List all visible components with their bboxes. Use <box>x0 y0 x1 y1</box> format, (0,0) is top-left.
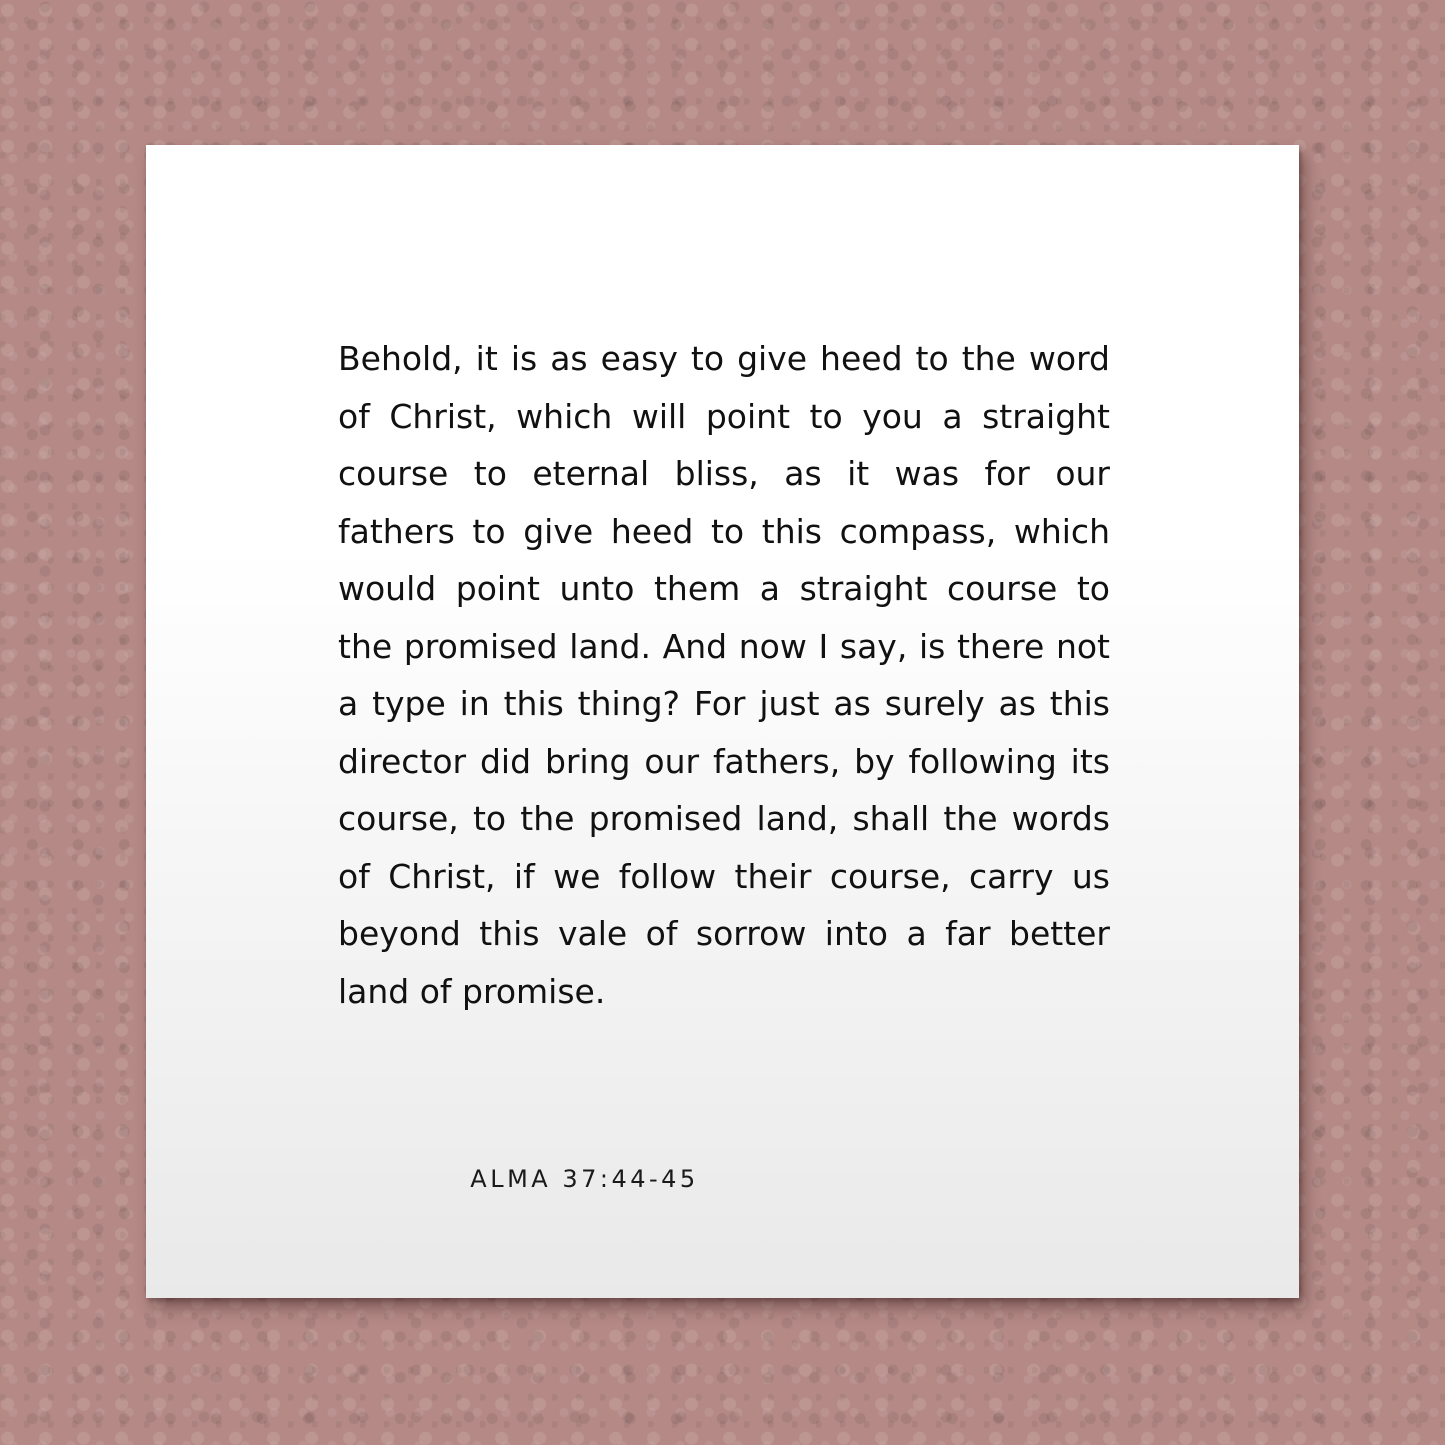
scripture-reference: ALMA 37:44-45 <box>470 1165 699 1193</box>
scripture-quote: Behold, it is as easy to give heed to the word of Christ, which will point to you a straight course to eternal bliss, as it was for our fathers to give heed to this compass, which would point unto them a straight course to the promised land. And now I say, is there not a type in this thing? For just as surely as this director did bring our fathers, by following its course, to the promised land, shall the words of Christ, if we follow their course, carry us beyond this vale of sorrow into a far better land of promise. <box>338 339 1110 1011</box>
scripture-print <box>146 145 1299 1298</box>
